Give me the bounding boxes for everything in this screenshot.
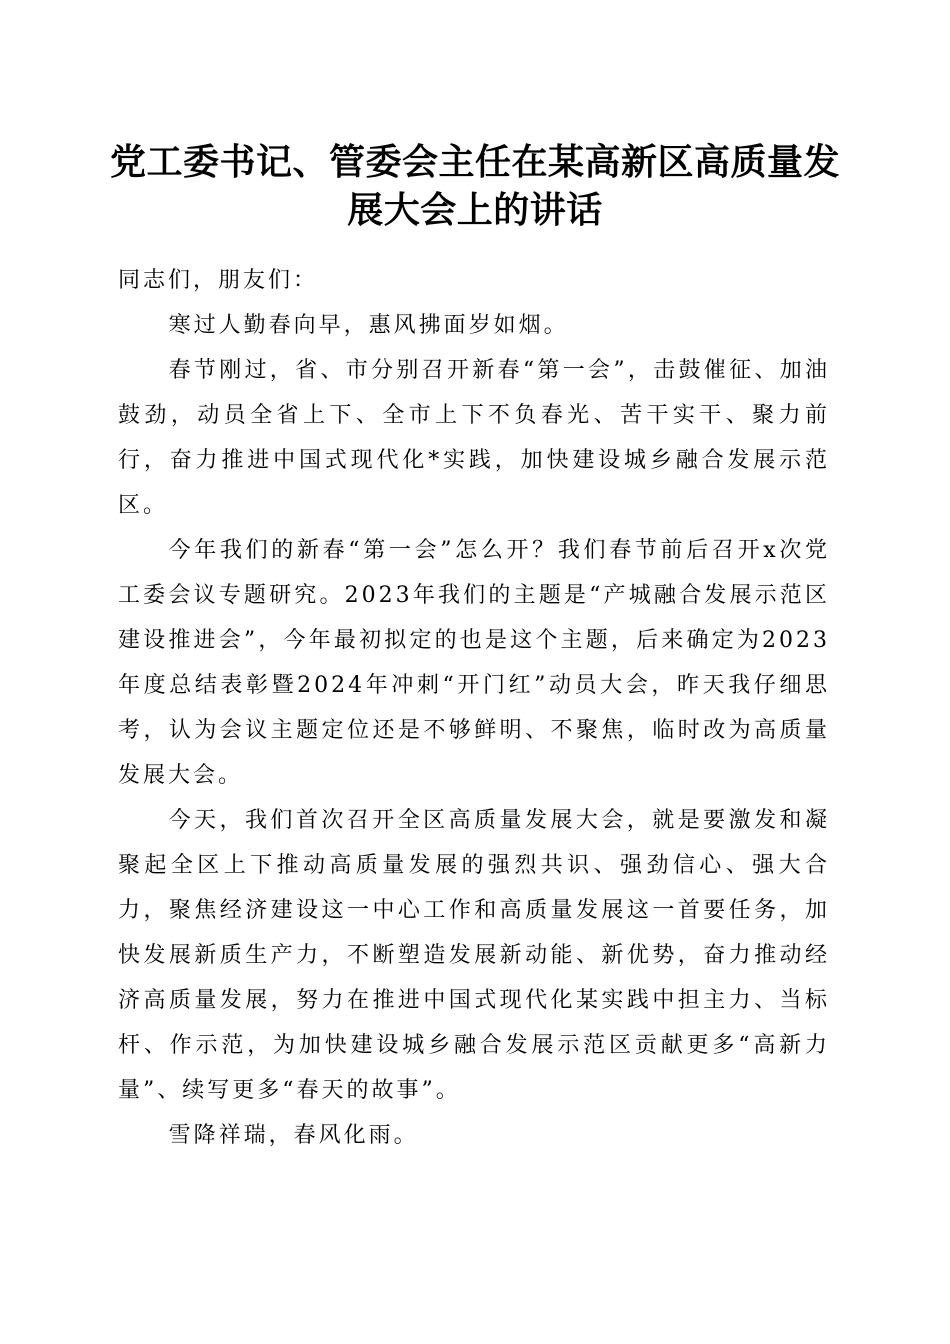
title-line-1: 党工委书记、管委会主任在某高新区高质量发 (109, 141, 840, 183)
document-title (100, 138, 850, 234)
document-body (118, 258, 830, 1158)
paragraph-2: 春节刚过，省、市分别召开新春“第一会”，击鼓催征、加油鼓劲，动员全省上下、全市上下不负春光、苦干实干、聚力前行，奋力推进中国式现代化*实践，加快建设城乡融合发展示范区。 (118, 358, 830, 518)
salutation: 同志们，朋友们： (118, 268, 319, 293)
title-line-2: 展大会上的讲话 (347, 189, 603, 231)
paragraph-1: 寒过人勤春向早，惠风拂面岁如烟。 (168, 313, 569, 338)
paragraph-4: 今天，我们首次召开全区高质量发展大会，就是要激发和凝聚起全区上下推动高质量发展的强烈共识、强劲信心、强大合力，聚焦经济建设这一中心工作和高质量发展这一首要任务，加快发展新质生产力，不断塑造发展新动能、新优势，奋力推动经济高质量发展，努力在推进中国式现代化某实践中担主力、当标杆、作示范，为加快建设城乡融合发展示范区贡献更多“高新力量”、续写更多“春天的故事”。 (118, 808, 830, 1103)
paragraph-5: 雪降祥瑞，春风化雨。 (168, 1123, 419, 1148)
paragraph-3: 今年我们的新春“第一会”怎么开？我们春节前后召开x次党工委会议专题研究。2023年我们的主题是“产城融合发展示范区建设推进会”，今年最初拟定的也是这个主题，后来确定为2023年度总结表彰暨2024年冲刺“开门红”动员大会，昨天我仔细思考，认为会议主题定位还是不够鲜明、不聚焦，临时改为高质量发展大会。 (118, 538, 830, 788)
